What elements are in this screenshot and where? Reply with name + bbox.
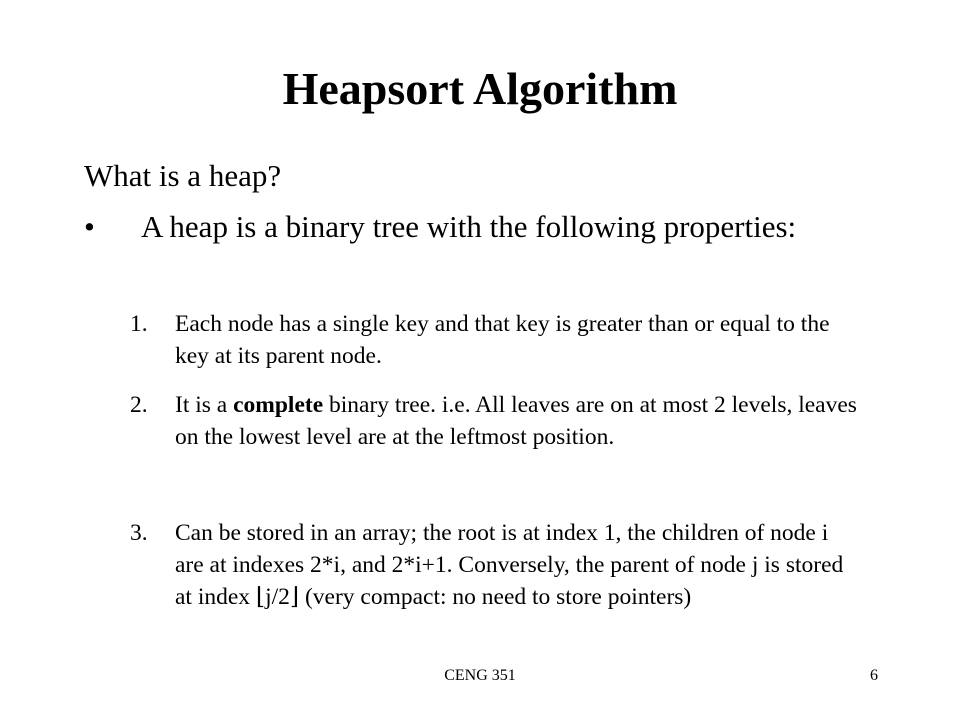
question-text: What is a heap?	[84, 158, 282, 193]
property-number: 1.	[130, 311, 148, 337]
property-item-3	[130, 517, 860, 613]
property-item-2	[130, 389, 860, 453]
property-item-1	[130, 308, 860, 372]
bullet-icon: •	[84, 209, 95, 244]
page-number: 6	[870, 667, 878, 684]
property-emphasis: complete	[233, 392, 324, 418]
footer-course: CENG 351	[444, 667, 516, 684]
property-text: Can be stored in an array; the root is at index 1, the children of node i are at indexes 2*i, and 2*i+1. Conversely, the parent of node j is stored at index ⌊j/2⌋ (very compact: no need to store pointers)	[175, 520, 844, 610]
property-text	[175, 389, 860, 453]
property-text: Each node has a single key and that key is greater than or equal to the key at its parent node.	[175, 311, 830, 369]
property-number: 3.	[130, 520, 148, 546]
property-text-start: It is a	[175, 392, 234, 418]
bullet-text: A heap is a binary tree with the following properties:	[141, 209, 797, 244]
property-text-end: binary tree. i.e. All leaves are on at most 2 levels, leaves on the lowest level are at the leftmost position.	[175, 392, 857, 450]
slide-title: Heapsort Algorithm	[282, 63, 678, 114]
bullet-item	[84, 207, 884, 247]
property-number: 2.	[130, 392, 148, 418]
